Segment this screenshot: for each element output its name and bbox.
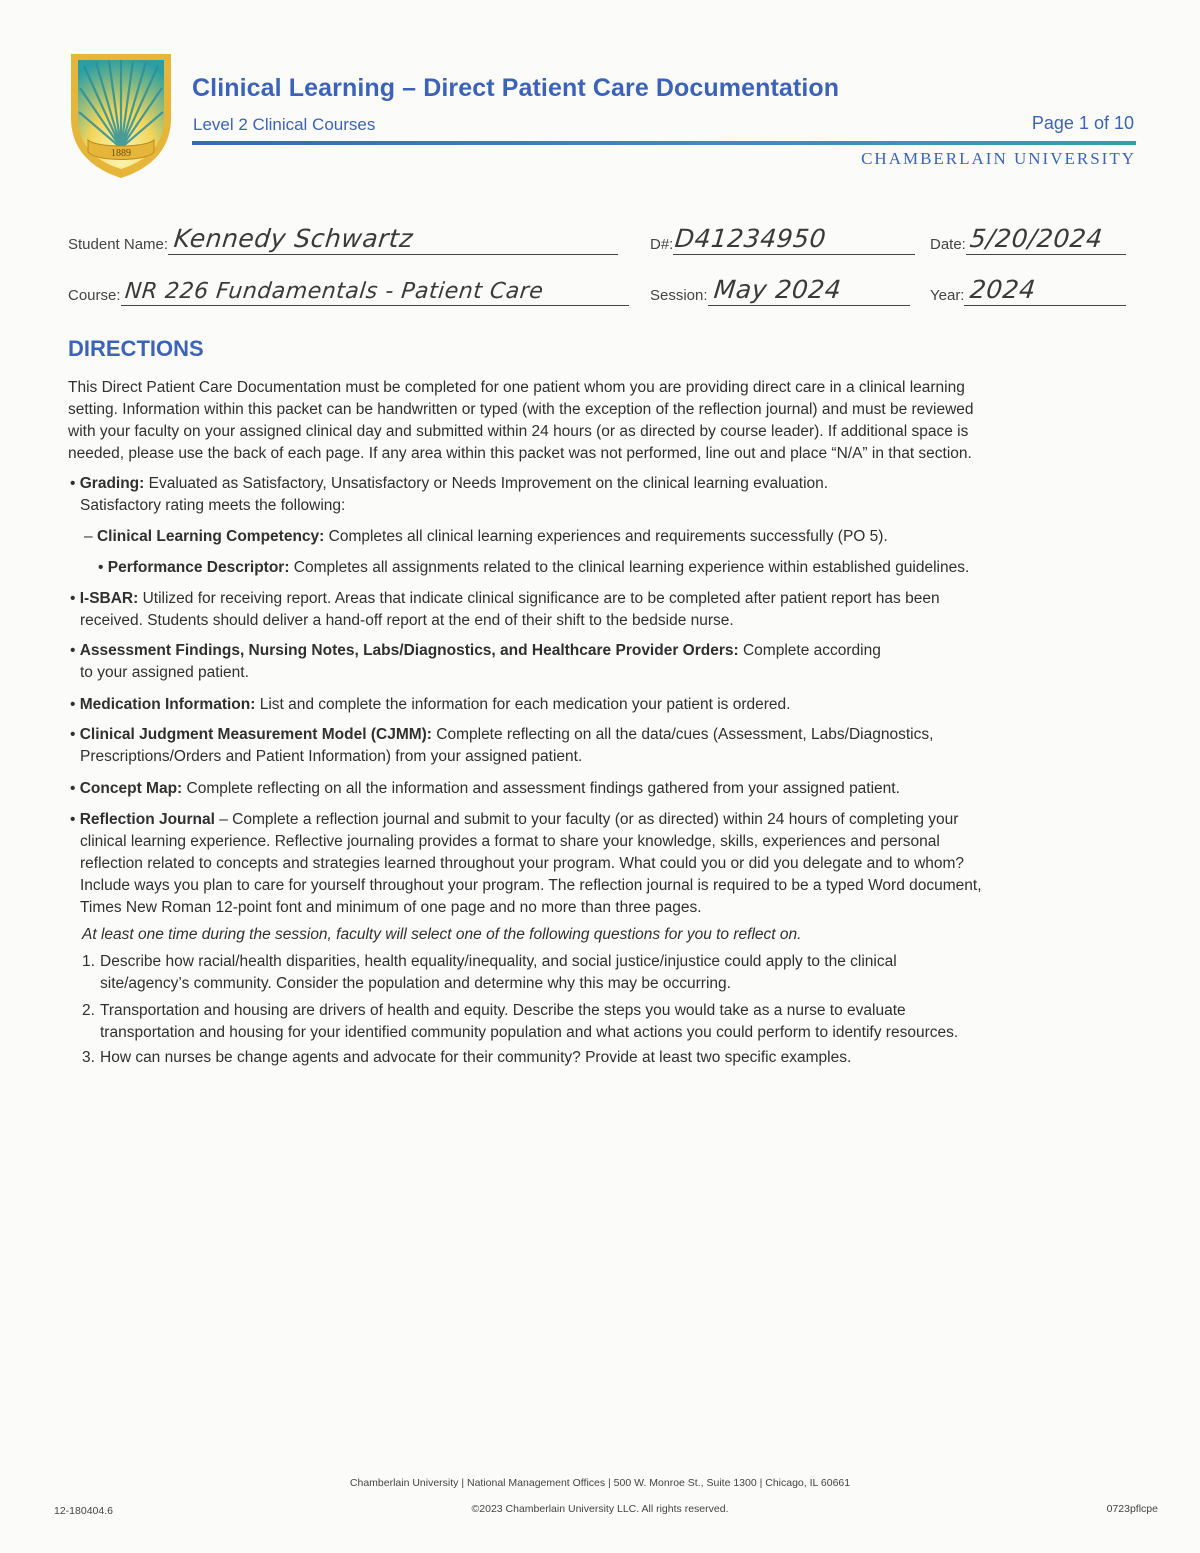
reflection-label: Reflection Journal [79, 811, 215, 828]
id-value: D41234950 [673, 224, 828, 253]
question-text: Describe how racial/health disparities, health equality/inequality, and social justice/injustice could apply to the clinical [100, 953, 897, 970]
student-name-label: Student Name: [68, 236, 169, 253]
isbar-text: Utilized for receiving report. Areas that indicate clinical significance are to be completed after patient report has been [138, 590, 940, 607]
session-value: May 2024 [712, 275, 843, 304]
document-subtitle: Level 2 Clinical Courses [193, 115, 376, 134]
year-field[interactable] [930, 277, 1126, 306]
student-name-value: Kennedy Schwartz [172, 224, 415, 253]
document-title: Clinical Learning – Direct Patient Care Documentation [192, 74, 840, 102]
date-label: Date: [930, 236, 966, 253]
cjmm-text: Complete reflecting on all the data/cues (Assessment, Labs/Diagnostics, [431, 726, 934, 743]
question-text: Transportation and housing are drivers of health and equity. Describe the steps you would take as a nurse to evaluate [100, 1002, 906, 1019]
intro-line: needed, please use the back of each page. If any area within this packet was not performed, line out and place “N/A” in that section. [68, 445, 972, 462]
grading-label: Grading: [79, 475, 145, 492]
performance-item: • Performance Descriptor: Completes all assignments related to the clinical learning experience within established guidelines. [98, 559, 970, 576]
form-code: 0723pflcpe [1106, 1503, 1158, 1515]
session-line [708, 277, 910, 306]
competency-item: – Clinical Learning Competency: Completes all clinical learning experiences and requirements successfully (PO 5). [84, 528, 888, 545]
id-line [673, 226, 915, 255]
footer-copyright: ©2023 Chamberlain University LLC. All rights reserved. [471, 1503, 729, 1515]
directions-intro [68, 377, 1128, 465]
reflection-line: reflection related to concepts and strategies learned throughout your program. What could you or did you delegate and to whom? [80, 855, 965, 872]
competency-text: Completes all clinical learning experiences and requirements successfully (PO 5). [324, 528, 888, 545]
reflection-item: • Reflection Journal – Complete a reflection journal and submit to your faculty (or as directed) within 24 hours of completing your clinical learning experience. Reflective journaling provides a format to share your knowledge, skills, experiences and personal reflection related to concepts and strategies learned throughout your program. What could you or did you delegate and to whom? Include ways you plan to care for yourself throughout your program. The reflection journal is required to be a typed Word document, Times New Roman 12-point font and minimum of one page and no more than three pages. [70, 809, 982, 919]
date-field[interactable] [930, 226, 1126, 255]
question-number: 2. [82, 1002, 95, 1019]
question-item [82, 951, 897, 995]
course-value: NR 226 Fundamentals - Patient Care [123, 279, 545, 304]
chamberlain-shield-logo [66, 48, 176, 180]
grading-item: • Grading: Evaluated as Satisfactory, Unsatisfactory or Needs Improvement on the clinical learning evaluation. Satisfactory rating meets the following: [70, 473, 828, 517]
directions-heading: DIRECTIONS [68, 336, 204, 361]
grading-text-2: Satisfactory rating meets the following: [80, 497, 346, 514]
reflection-line: clinical learning experience. Reflective journaling provides a format to share your knowledge, skills, experiences and personal [80, 833, 940, 850]
course-line [121, 277, 629, 306]
assessment-item: • Assessment Findings, Nursing Notes, Labs/Diagnostics, and Healthcare Provider Orders: Complete according to your assigned patient. [70, 640, 881, 684]
header-divider [192, 141, 1136, 145]
session-field[interactable] [650, 277, 910, 306]
session-label: Session: [650, 287, 708, 304]
question-number: 3. [82, 1049, 95, 1066]
grading-text: Evaluated as Satisfactory, Unsatisfactory or Needs Improvement on the clinical learning evaluation. [144, 475, 829, 492]
cjmm-text-2: Prescriptions/Orders and Patient Information) from your assigned patient. [80, 748, 583, 765]
performance-text: Completes all assignments related to the clinical learning experience within established guidelines. [289, 559, 970, 576]
question-number: 1. [82, 953, 95, 970]
intro-line: with your faculty on your assigned clinical day and submitted within 24 hours (or as directed by course leader). If additional space is [68, 423, 969, 440]
date-value: 5/20/2024 [968, 224, 1105, 253]
year-label: Year: [930, 287, 965, 304]
intro-line: This Direct Patient Care Documentation must be completed for one patient whom you are providing direct care in a clinical learning [68, 379, 965, 396]
year-line [964, 277, 1126, 306]
competency-label: Clinical Learning Competency: [96, 528, 325, 545]
medication-text: List and complete the information for each medication your patient is ordered. [255, 696, 791, 713]
id-label: D#: [650, 236, 674, 253]
isbar-text-2: received. Students should deliver a hand-off report at the end of their shift to the bedside nurse. [80, 612, 734, 629]
question-item [82, 1000, 958, 1044]
performance-label: Performance Descriptor: [107, 559, 290, 576]
intro-line: setting. Information within this packet can be handwritten or typed (with the exception of the reflection journal) and must be reviewed [68, 401, 974, 418]
form-number: 12-180404.6 [54, 1505, 113, 1517]
question-text-2: transportation and housing for your identified community population and what actions you could perform to identify resources. [100, 1024, 959, 1041]
year-value: 2024 [968, 275, 1038, 304]
id-field[interactable] [650, 226, 915, 255]
concept-text: Complete reflecting on all the information and assessment findings gathered from your assigned patient. [182, 780, 900, 797]
medication-item: • Medication Information: List and complete the information for each medication your patient is ordered. [70, 696, 791, 713]
medication-label: Medication Information: [79, 696, 256, 713]
question-text-2: site/agency’s community. Consider the population and determine why this may be occurring. [100, 975, 731, 992]
course-label: Course: [68, 287, 121, 304]
isbar-label: I-SBAR: [79, 590, 139, 607]
course-field[interactable] [68, 277, 629, 306]
faculty-note: At least one time during the session, faculty will select one of the following questions for you to reflect on. [82, 926, 802, 943]
date-line [966, 226, 1126, 255]
assessment-text-2: to your assigned patient. [80, 664, 249, 681]
assessment-text: Complete according [738, 642, 881, 659]
cjmm-item: • Clinical Judgment Measurement Model (CJMM): Complete reflecting on all the data/cues (Assessment, Labs/Diagnostics, Prescriptions/Orders and Patient Information) from your assigned patient. [70, 724, 933, 768]
page-number: Page 1 of 10 [1031, 113, 1134, 133]
svg-text:1889: 1889 [111, 148, 131, 159]
cjmm-label: Clinical Judgment Measurement Model (CJMM): [79, 726, 432, 743]
question-item [82, 1047, 851, 1069]
question-text: How can nurses be change agents and advocate for their community? Provide at least two specific examples. [100, 1049, 852, 1066]
concept-map-item: • Concept Map: Complete reflecting on all the information and assessment findings gathered from your assigned patient. [70, 780, 900, 797]
reflection-line: Times New Roman 12-point font and minimum of one page and no more than three pages. [80, 899, 702, 916]
reflection-line: Include ways you plan to care for yourself throughout your program. The reflection journal is required to be a typed Word document, [80, 877, 982, 894]
isbar-item: • I-SBAR: Utilized for receiving report. Areas that indicate clinical significance are to be completed after patient report has been received. Students should deliver a hand-off report at the end of their shift to the bedside nurse. [70, 588, 940, 632]
concept-label: Concept Map: [79, 780, 183, 797]
university-name: CHAMBERLAIN UNIVERSITY [861, 149, 1136, 168]
footer-address: Chamberlain University | National Management Offices | 500 W. Monroe St., Suite 1300 | Chicago, IL 60661 [349, 1477, 851, 1489]
student-name-line [168, 226, 618, 255]
reflection-text: – Complete a reflection journal and submit to your faculty (or as directed) within 24 hours of completing your [214, 811, 959, 828]
assessment-label: Assessment Findings, Nursing Notes, Labs/Diagnostics, and Healthcare Provider Orders: [79, 642, 739, 659]
student-name-field[interactable] [68, 226, 618, 255]
